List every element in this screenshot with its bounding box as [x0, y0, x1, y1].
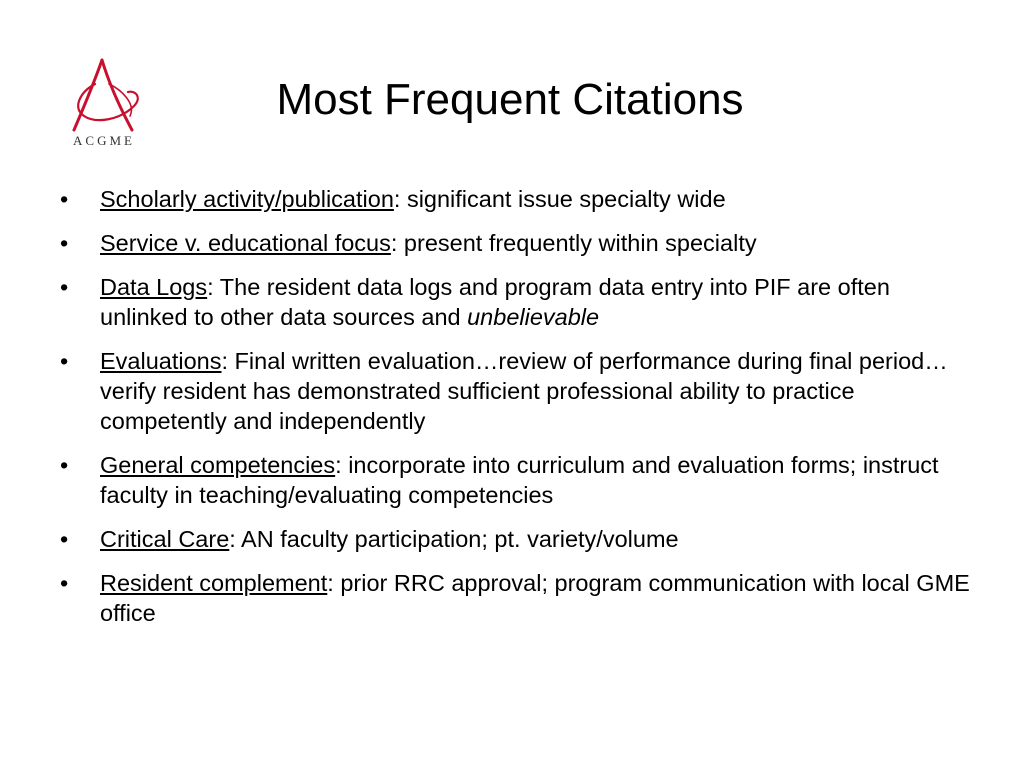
bullet-list [60, 184, 980, 642]
bullet-item-service-focus [60, 228, 980, 258]
logo-wordmark: ACGME [73, 133, 135, 148]
bullet-term: Service v. educational focus [100, 230, 391, 256]
bullet-text: : significant issue specialty wide [393, 186, 726, 212]
bullet-item-critical-care [60, 524, 980, 554]
bullet-term: Evaluations [100, 348, 222, 374]
bullet-item-resident-complement [60, 568, 980, 628]
acgme-logo-mark [62, 58, 146, 134]
bullet-term: Data Logs [100, 274, 208, 300]
bullet-dot-icon: • [60, 274, 69, 300]
bullet-text: : prior RRC approval; program communication with local GME office [100, 570, 970, 626]
bullet-dot-icon: • [60, 186, 69, 212]
bullet-dot-icon: • [60, 452, 69, 478]
bullet-text: : incorporate into curriculum and evaluation forms; instruct faculty in teaching/evaluating competencies [100, 452, 939, 508]
bullet-item-scholarly-activity [60, 184, 980, 214]
acgme-logo [62, 58, 146, 154]
bullet-text: : The resident data logs and program data entry into PIF are often unlinked to other data sources and [100, 274, 890, 330]
bullet-item-data-logs [60, 272, 980, 332]
bullet-text: : AN faculty participation; pt. variety/volume [229, 526, 679, 552]
bullet-dot-icon: • [60, 348, 69, 374]
bullet-term: Scholarly activity/publication [100, 186, 394, 212]
bullet-dot-icon: • [60, 230, 69, 256]
bullet-term: General competencies [100, 452, 336, 478]
bullet-dot-icon: • [60, 570, 69, 596]
bullet-dot-icon: • [60, 526, 69, 552]
slide-title: Most Frequent Citations [276, 75, 744, 124]
bullet-item-general-competencies [60, 450, 980, 510]
bullet-term: Critical Care [100, 526, 230, 552]
bullet-emphasis: unbelievable [467, 304, 600, 330]
bullet-item-evaluations [60, 346, 980, 436]
bullet-term: Resident complement [100, 570, 328, 596]
bullet-text: : Final written evaluation…review of performance during final period…verify resident has demonstrated sufficient professional ability to practice competently and independently [100, 348, 948, 434]
bullet-text: : present frequently within specialty [390, 230, 757, 256]
